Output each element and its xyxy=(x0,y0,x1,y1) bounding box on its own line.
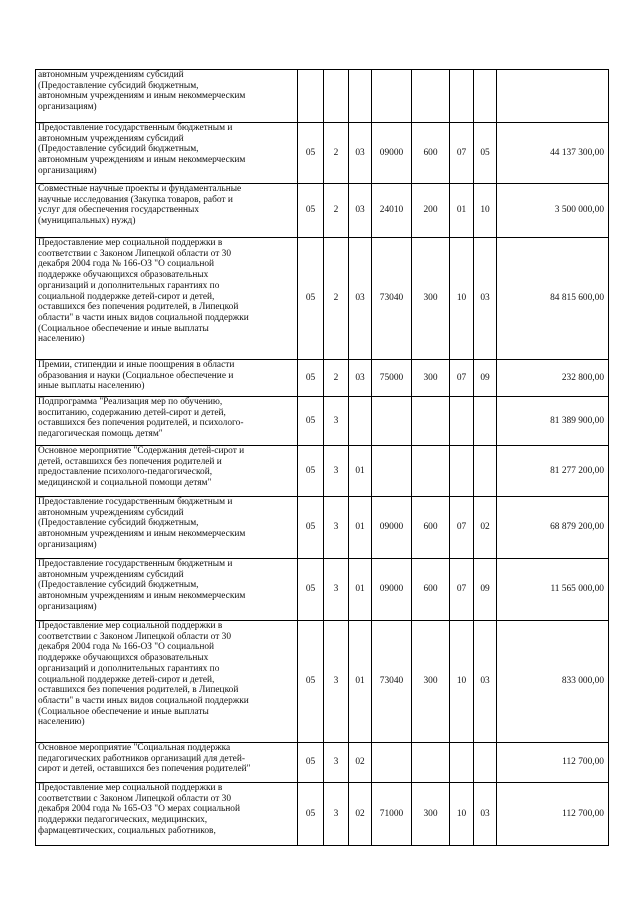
cell-section: 10 xyxy=(450,783,474,846)
cell-direction: 24010 xyxy=(372,184,412,238)
budget-table xyxy=(35,69,609,846)
cell-program: 05 xyxy=(298,559,324,621)
cell-program: 05 xyxy=(298,446,324,497)
cell-event: 01 xyxy=(349,621,372,743)
cell-section: 10 xyxy=(450,238,474,360)
cell-program: 05 xyxy=(298,783,324,846)
cell-program: 05 xyxy=(298,184,324,238)
cell-subprogram: 3 xyxy=(324,783,349,846)
cell-amount: 68 879 200,00 xyxy=(497,497,609,559)
cell-subsection: 02 xyxy=(474,497,497,559)
cell-subprogram: 3 xyxy=(324,621,349,743)
table-row xyxy=(36,397,609,446)
cell-expense-type: 300 xyxy=(412,621,450,743)
cell-section: 07 xyxy=(450,559,474,621)
cell-subprogram: 3 xyxy=(324,446,349,497)
cell-section xyxy=(450,446,474,497)
table-row xyxy=(36,783,609,846)
cell-subsection: 09 xyxy=(474,559,497,621)
cell-amount: 112 700,00 xyxy=(497,743,609,783)
cell-subsection xyxy=(474,70,497,123)
cell-program: 05 xyxy=(298,397,324,446)
cell-expense-type: 600 xyxy=(412,123,450,184)
row-name: Предоставление мер социальной поддержки в соответствии с Законом Липецкой области от 30 декабря 2004 года № 165-ОЗ "О мерах социальной поддержки педагогических, медицинских, фармацевтических, социальных работников, xyxy=(36,783,298,846)
cell-event xyxy=(349,397,372,446)
table-row xyxy=(36,446,609,497)
cell-subprogram: 2 xyxy=(324,238,349,360)
cell-section xyxy=(450,70,474,123)
cell-section: 07 xyxy=(450,497,474,559)
cell-section: 07 xyxy=(450,360,474,397)
cell-subsection xyxy=(474,397,497,446)
cell-program xyxy=(298,70,324,123)
cell-direction: 09000 xyxy=(372,123,412,184)
cell-program: 05 xyxy=(298,621,324,743)
cell-event: 02 xyxy=(349,743,372,783)
table-row xyxy=(36,70,609,123)
cell-event: 03 xyxy=(349,360,372,397)
cell-event: 02 xyxy=(349,783,372,846)
cell-subsection: 09 xyxy=(474,360,497,397)
cell-event: 01 xyxy=(349,446,372,497)
row-name: Предоставление мер социальной поддержки в соответствии с Законом Липецкой области от 30 декабря 2004 года № 166-ОЗ "О социальной поддержке обучающихся образовательных организаций и дополнительных гарантиях по социальной поддержке детей-сирот и детей, оставшихся без попечения родителей, в Липецкой области" в части иных видов социальной поддержки (Социальное обеспечение и иные выплаты населению) xyxy=(36,238,298,360)
cell-subsection: 03 xyxy=(474,621,497,743)
cell-amount: 81 389 900,00 xyxy=(497,397,609,446)
cell-subsection: 10 xyxy=(474,184,497,238)
cell-program: 05 xyxy=(298,743,324,783)
cell-section xyxy=(450,743,474,783)
cell-section: 01 xyxy=(450,184,474,238)
cell-subsection: 03 xyxy=(474,783,497,846)
cell-subprogram xyxy=(324,70,349,123)
cell-subsection: 05 xyxy=(474,123,497,184)
table-row xyxy=(36,360,609,397)
cell-subprogram: 3 xyxy=(324,497,349,559)
cell-event: 03 xyxy=(349,238,372,360)
cell-program: 05 xyxy=(298,238,324,360)
cell-program: 05 xyxy=(298,360,324,397)
cell-event: 03 xyxy=(349,184,372,238)
cell-expense-type xyxy=(412,446,450,497)
cell-amount: 84 815 600,00 xyxy=(497,238,609,360)
cell-expense-type: 600 xyxy=(412,559,450,621)
table-row xyxy=(36,497,609,559)
cell-expense-type: 300 xyxy=(412,238,450,360)
cell-expense-type: 300 xyxy=(412,783,450,846)
cell-amount: 232 800,00 xyxy=(497,360,609,397)
cell-direction xyxy=(372,397,412,446)
cell-expense-type: 300 xyxy=(412,360,450,397)
cell-event xyxy=(349,70,372,123)
cell-amount: 44 137 300,00 xyxy=(497,123,609,184)
table-row xyxy=(36,184,609,238)
cell-section: 10 xyxy=(450,621,474,743)
cell-direction: 73040 xyxy=(372,238,412,360)
cell-amount: 11 565 000,00 xyxy=(497,559,609,621)
cell-direction: 73040 xyxy=(372,621,412,743)
cell-subprogram: 3 xyxy=(324,397,349,446)
cell-subprogram: 2 xyxy=(324,184,349,238)
cell-event: 01 xyxy=(349,497,372,559)
cell-direction: 75000 xyxy=(372,360,412,397)
table-row xyxy=(36,621,609,743)
cell-subsection xyxy=(474,446,497,497)
row-name: Основное мероприятие "Социальная поддержка педагогических работников организаций для детей- сирот и детей, оставшихся без попечения родителей" xyxy=(36,743,298,783)
row-name: Предоставление государственным бюджетным и автономным учреждениям субсидий (Предоставление субсидий бюджетным, автономным учреждениям и иным некоммерческим организациям) xyxy=(36,497,298,559)
cell-direction xyxy=(372,446,412,497)
row-name: Предоставление государственным бюджетным и автономным учреждениям субсидий (Предоставление субсидий бюджетным, автономным учреждениям и иным некоммерческим организациям) xyxy=(36,123,298,184)
cell-direction xyxy=(372,743,412,783)
row-name: Премии, стипендии и иные поощрения в области образования и науки (Социальное обеспечение и иные выплаты населению) xyxy=(36,360,298,397)
table-row xyxy=(36,743,609,783)
cell-event: 03 xyxy=(349,123,372,184)
cell-subprogram: 3 xyxy=(324,743,349,783)
row-name: Основное мероприятие "Содержания детей-сирот и детей, оставшихся без попечения родителей и предоставление психолого-педагогической, медицинской и социальной помощи детям" xyxy=(36,446,298,497)
row-name: автономным учреждениям субсидий (Предоставление субсидий бюджетным, автономным учреждениям и иным некоммерческим организациям) xyxy=(36,70,298,123)
row-name: Подпрограмма "Реализация мер по обучению, воспитанию, содержанию детей-сирот и детей, оставшихся без попечения родителей, и психолого- педагогическая помощь детям" xyxy=(36,397,298,446)
cell-expense-type xyxy=(412,397,450,446)
cell-direction xyxy=(372,70,412,123)
cell-subprogram: 2 xyxy=(324,360,349,397)
cell-expense-type: 600 xyxy=(412,497,450,559)
cell-event: 01 xyxy=(349,559,372,621)
cell-direction: 71000 xyxy=(372,783,412,846)
cell-program: 05 xyxy=(298,123,324,184)
row-name: Совместные научные проекты и фундаментальные научные исследования (Закупка товаров, работ и услуг для обеспечения государственных (муниципальных) нужд) xyxy=(36,184,298,238)
row-name: Предоставление мер социальной поддержки в соответствии с Законом Липецкой области от 30 декабря 2004 года № 166-ОЗ "О социальной поддержке обучающихся образовательных организаций и дополнительных гарантиях по социальной поддержке детей-сирот и детей, оставшихся без попечения родителей, в Липецкой области" в части иных видов социальной поддержки (Социальное обеспечение и иные выплаты населению) xyxy=(36,621,298,743)
row-name: Предоставление государственным бюджетным и автономным учреждениям субсидий (Предоставление субсидий бюджетным, автономным учреждениям и иным некоммерческим организациям) xyxy=(36,559,298,621)
cell-amount: 81 277 200,00 xyxy=(497,446,609,497)
cell-expense-type: 200 xyxy=(412,184,450,238)
cell-expense-type xyxy=(412,70,450,123)
cell-subsection: 03 xyxy=(474,238,497,360)
cell-program: 05 xyxy=(298,497,324,559)
cell-subprogram: 3 xyxy=(324,559,349,621)
cell-direction: 09000 xyxy=(372,559,412,621)
table-row xyxy=(36,238,609,360)
table-row xyxy=(36,559,609,621)
table-row xyxy=(36,123,609,184)
cell-section: 07 xyxy=(450,123,474,184)
cell-amount: 112 700,00 xyxy=(497,783,609,846)
cell-subprogram: 2 xyxy=(324,123,349,184)
cell-subsection xyxy=(474,743,497,783)
cell-amount xyxy=(497,70,609,123)
cell-section xyxy=(450,397,474,446)
cell-amount: 833 000,00 xyxy=(497,621,609,743)
cell-direction: 09000 xyxy=(372,497,412,559)
cell-expense-type xyxy=(412,743,450,783)
cell-amount: 3 500 000,00 xyxy=(497,184,609,238)
